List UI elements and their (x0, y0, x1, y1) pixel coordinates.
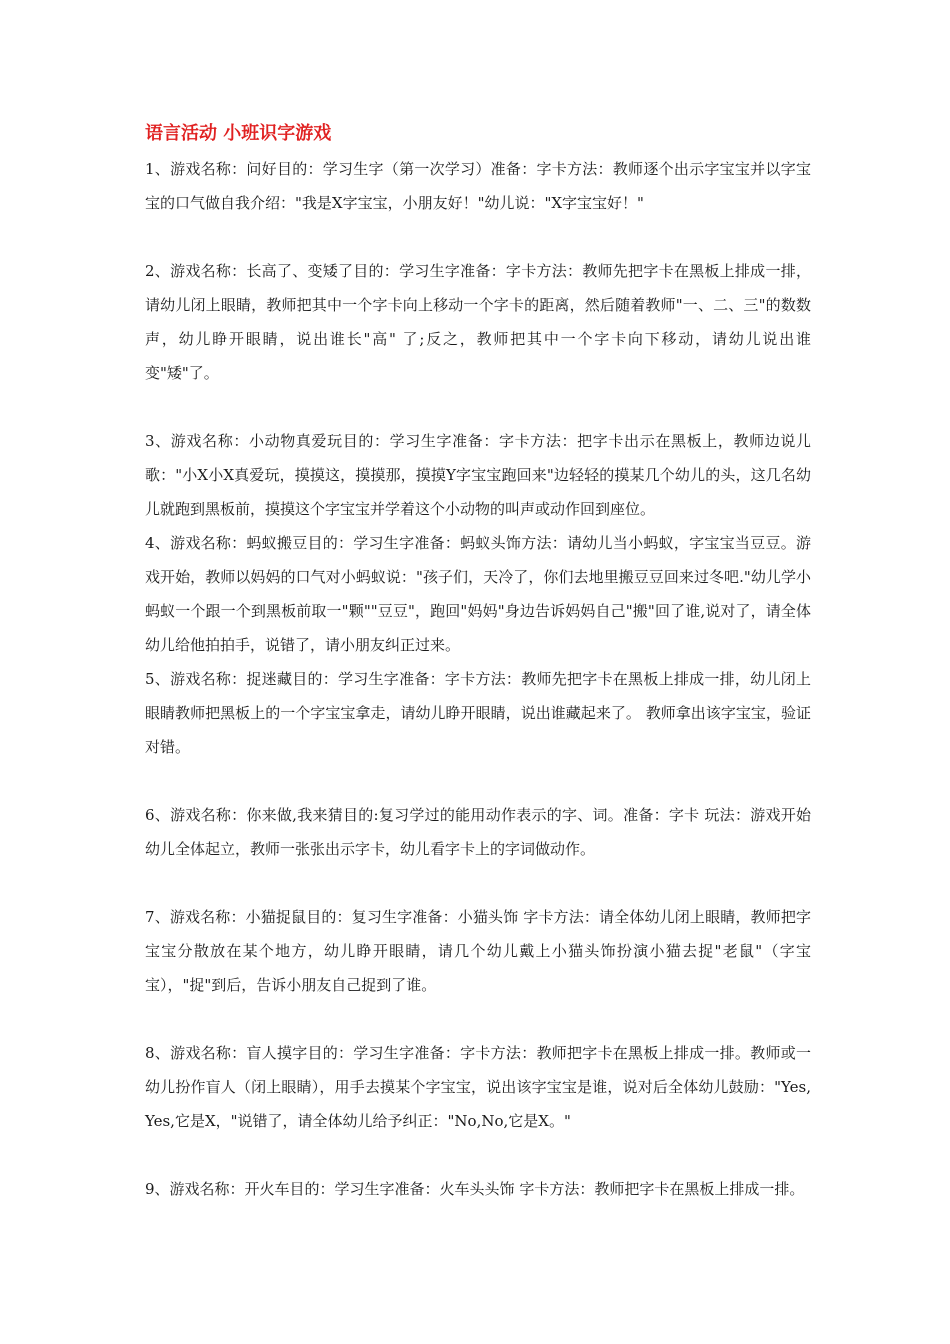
game-paragraph-8: 8、游戏名称：盲人摸字目的：学习生字准备：字卡方法：教师把字卡在黑板上排成一排。教师或一幼儿扮作盲人（闭上眼睛），用手去摸某个字宝宝，说出该字宝宝是谁，说对后全体幼儿鼓励："Yes,Yes,它是X，"说错了，请全体幼儿给予纠正："No,No,它是X。" (145, 1044, 811, 1130)
game-paragraph-5: 5、游戏名称：捉迷藏目的：学习生字准备：字卡方法：教师先把字卡在黑板上排成一排，幼儿闭上眼睛教师把黑板上的一个字宝宝拿走，请幼儿睁开眼睛，说出谁藏起来了。 教师拿出该字宝宝，验证对错。 (145, 670, 811, 756)
document-page (145, 120, 811, 1206)
game-paragraph-4: 4、游戏名称：蚂蚁搬豆目的：学习生字准备：蚂蚁头饰方法：请幼儿当小蚂蚁，字宝宝当豆豆。游戏开始，教师以妈妈的口气对小蚂蚁说："孩子们，天冷了，你们去地里搬豆豆回来过冬吧."幼儿学小蚂蚁一个跟一个到黑板前取一"颗""豆豆"，跑回"妈妈"身边告诉妈妈自己"搬"回了谁,说对了，请全体幼儿给他拍拍手，说错了，请小朋友纠正过来。 (145, 534, 811, 654)
game-paragraph-3: 3、游戏名称：小动物真爱玩目的：学习生字准备：字卡方法：把字卡出示在黑板上，教师边说儿歌："小X小X真爱玩，摸摸这，摸摸那，摸摸Y字宝宝跑回来"边轻轻的摸某几个幼儿的头，这几名幼儿就跑到黑板前，摸摸这个字宝宝并学着这个小动物的叫声或动作回到座位。 (145, 432, 811, 518)
game-paragraph-7: 7、游戏名称：小猫捉鼠目的：复习生字准备：小猫头饰 字卡方法：请全体幼儿闭上眼睛，教师把字宝宝分散放在某个地方，幼儿睁开眼睛，请几个幼儿戴上小猫头饰扮演小猫去捉"老鼠"（字宝宝），"捉"到后，告诉小朋友自己捉到了谁。 (145, 908, 811, 994)
game-paragraph-6: 6、游戏名称：你来做,我来猜目的:复习学过的能用动作表示的字、词。准备：字卡 玩法：游戏开始幼儿全体起立，教师一张张出示字卡，幼儿看字卡上的字词做动作。 (145, 806, 811, 858)
game-paragraph-1: 1、游戏名称：问好目的：学习生字（第一次学习）准备：字卡方法：教师逐个出示字宝宝并以字宝宝的口气做自我介绍："我是X字宝宝，小朋友好！"幼儿说："X字宝宝好！" (145, 160, 811, 212)
game-paragraph-2: 2、游戏名称：长高了、变矮了目的：学习生字准备：字卡方法：教师先把字卡在黑板上排成一排，请幼儿闭上眼睛，教师把其中一个字卡向上移动一个字卡的距离，然后随着教师"一、二、三"的数数声，幼儿睁开眼睛，说出谁长"高" 了;反之，教师把其中一个字卡向下移动，请幼儿说出谁变"矮"了。 (145, 262, 811, 382)
game-paragraph-9: 9、游戏名称：开火车目的：学习生字准备：火车头头饰 字卡方法：教师把字卡在黑板上排成一排。 (145, 1180, 805, 1198)
document-title: 语言活动 小班识字游戏 (145, 123, 332, 144)
